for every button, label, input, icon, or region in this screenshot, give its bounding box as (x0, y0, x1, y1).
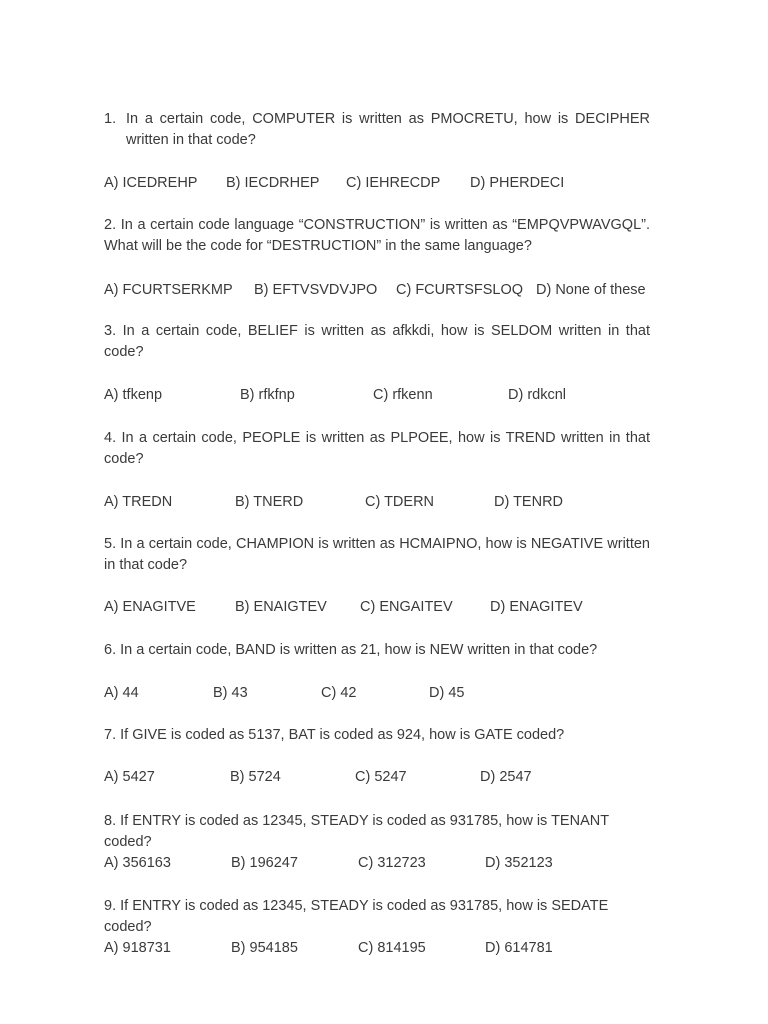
question-2-option-c: C) FCURTSFSLOQ (396, 282, 524, 298)
question-5-option-c: C) ENGAITEV (360, 599, 453, 615)
question-2-option-b: B) EFTVSVDVJPO (254, 282, 378, 298)
question-3-option-b: B) rfkfnp (240, 387, 295, 403)
question-9: 9. If ENTRY is coded as 12345, STEADY is coded as 931785, how is SEDATE coded? (104, 898, 609, 935)
question-6: 6. In a certain code, BAND is written as 21, how is NEW written in that code? (104, 642, 598, 658)
question-8-option-c: C) 312723 (358, 855, 426, 871)
question-7-option-c: C) 5247 (355, 769, 407, 785)
question-2-options (104, 280, 664, 302)
question-6-options (104, 683, 664, 705)
question-6-option-d: D) 45 (429, 685, 465, 701)
question-9-options (104, 938, 664, 960)
question-6-option-a: A) 44 (104, 685, 139, 701)
question-6-option-b: B) 43 (213, 685, 248, 701)
question-6-option-c: C) 42 (321, 685, 357, 701)
question-9-option-a: A) 918731 (104, 940, 171, 956)
question-7-option-d: D) 2547 (480, 769, 532, 785)
question-3-options (104, 385, 664, 407)
question-5-option-b: B) ENAIGTEV (235, 599, 327, 615)
question-3: 3. In a certain code, BELIEF is written as afkkdi, how is SELDOM written in that code? (104, 323, 650, 360)
question-1-option-c: C) IEHRECDP (346, 175, 441, 191)
question-1-option-d: D) PHERDECI (470, 175, 565, 191)
question-8-options (104, 853, 664, 875)
question-5-options (104, 597, 664, 619)
question-3-option-a: A) tfkenp (104, 387, 163, 403)
question-9-option-b: B) 954185 (231, 940, 298, 956)
question-1-text: In a certain code, COMPUTER is written as PMOCRETU, how is DECIPHER written in that code? (126, 111, 650, 148)
question-9-option-d: D) 614781 (485, 940, 553, 956)
question-2-option-a: A) FCURTSERKMP (104, 282, 233, 298)
question-1 (104, 109, 650, 151)
question-7-option-b: B) 5724 (230, 769, 281, 785)
question-4: 4. In a certain code, PEOPLE is written as PLPOEE, how is TREND written in that code? (104, 430, 650, 467)
question-7-option-a: A) 5427 (104, 769, 155, 785)
question-4-option-c: C) TDERN (365, 494, 435, 510)
question-7: 7. If GIVE is coded as 5137, BAT is coded as 924, how is GATE coded? (104, 727, 565, 743)
question-1-option-b: B) IECDRHEP (226, 175, 320, 191)
question-8: 8. If ENTRY is coded as 12345, STEADY is coded as 931785, how is TENANT coded? (104, 813, 609, 850)
question-4-options (104, 492, 664, 514)
question-7-options (104, 767, 664, 789)
question-5: 5. In a certain code, CHAMPION is written as HCMAIPNO, how is NEGATIVE written in that code? (104, 536, 650, 573)
question-3-option-d: D) rdkcnl (508, 387, 567, 403)
question-4-option-a: A) TREDN (104, 494, 173, 510)
question-3-option-c: C) rfkenn (373, 387, 433, 403)
question-2: 2. In a certain code language “CONSTRUCTION” is written as “EMPQVPWAVGQL”. What will be the code for “DESTRUCTION” in the same language? (104, 217, 650, 254)
question-8-option-b: B) 196247 (231, 855, 298, 871)
question-5-option-a: A) ENAGITVE (104, 599, 196, 615)
question-4-option-d: D) TENRD (494, 494, 564, 510)
question-1-number: 1. (104, 111, 117, 127)
question-1-option-a: A) ICEDREHP (104, 175, 198, 191)
question-2-option-d: D) None of these (536, 282, 646, 298)
question-1-options (104, 173, 664, 195)
question-4-option-b: B) TNERD (235, 494, 304, 510)
question-8-option-a: A) 356163 (104, 855, 171, 871)
question-5-option-d: D) ENAGITEV (490, 599, 583, 615)
question-9-option-c: C) 814195 (358, 940, 426, 956)
question-8-option-d: D) 352123 (485, 855, 553, 871)
